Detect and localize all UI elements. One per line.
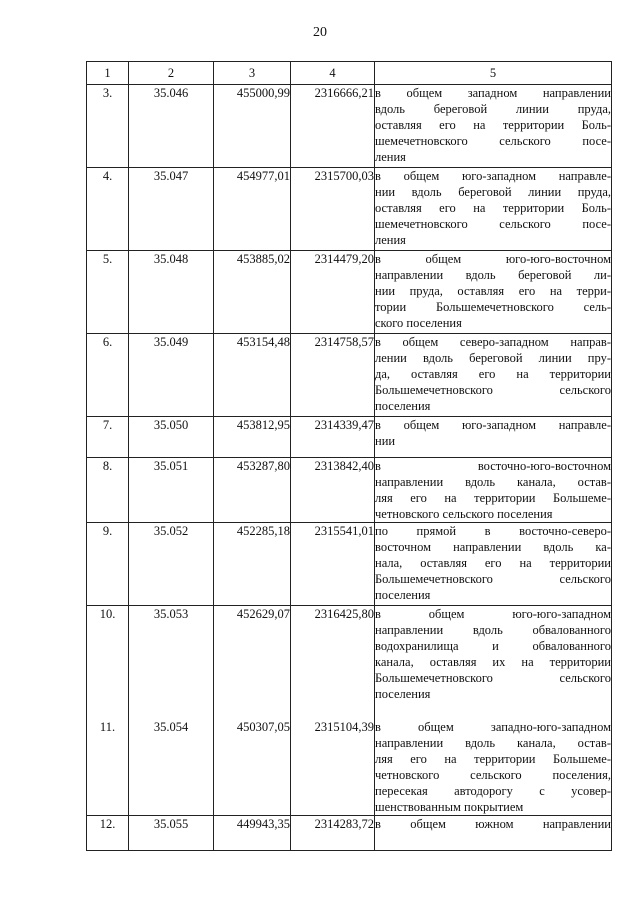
row-number-cell: 3. [87,85,129,168]
description-line: шенствованным покрытием [375,799,524,814]
description-cell [375,815,612,850]
coordinate-x-cell: 452629,07 [214,606,291,705]
description-line: ляя его на территории Большеме- [375,751,611,766]
description-line: поселения [375,588,431,602]
description-line: нии вдоль береговой линии пруда, [375,185,611,199]
row-number-cell: 7. [87,417,129,458]
description-line: шемечетновского сельского посе- [375,217,611,231]
point-code-cell: 35.050 [129,417,214,458]
coordinate-x-cell: 455000,99 [214,85,291,168]
description-cell [375,417,612,458]
description-cell [375,523,612,606]
coordinate-y-cell: 2316666,21 [291,85,375,168]
description-cell [375,251,612,334]
coordinate-y-cell: 2314479,20 [291,251,375,334]
description-line: шемечетновского сельского посе- [375,134,611,148]
description-line: четновского сельского поселения, [375,767,611,782]
column-header-point: 2 [129,62,214,85]
boundary-coordinates-table [86,61,612,851]
description-line: в общем юго-юго-западном [375,607,611,621]
description-line: нии [375,434,396,448]
coordinate-y-cell: 2315541,01 [291,523,375,606]
row-number-cell: 12. [87,815,129,850]
description-line: нии пруда, оставляя его на терри- [375,284,611,298]
description-line: в общем западно-юго-западном [375,719,611,734]
description-line: четновского сельского поселения [375,507,553,521]
table-row [87,168,612,251]
description-cell [375,458,612,523]
description-line: поселения [375,399,431,413]
description-line: по прямой в восточно-северо- [375,524,611,538]
description-line: водохранилища и обвалованного [375,639,611,653]
description-cell [375,606,612,705]
description-cell [375,168,612,251]
column-header-description: 5 [375,62,612,85]
description-line: Большемечетновского сельского [375,383,611,397]
row-number-cell: 11. [87,705,129,816]
table-body [87,85,612,851]
coordinate-x-cell: 449943,35 [214,815,291,850]
description-line: восточном направлении вдоль ка- [375,540,611,554]
description-line: оставляя его на территории Боль- [375,118,611,132]
description-line: пересекая автодорогу с усовер- [375,783,611,798]
point-code-cell: 35.049 [129,334,214,417]
coordinate-x-cell: 450307,05 [214,705,291,816]
description-line: в общем северо-западном направ- [375,335,611,349]
description-line: тории Большемечетновского сель- [375,300,611,314]
coordinate-y-cell: 2314339,47 [291,417,375,458]
description-line: Большемечетновского сельского [375,671,611,685]
table-header-row [87,62,612,85]
coordinate-y-cell: 2316425,80 [291,606,375,705]
row-number-cell: 4. [87,168,129,251]
coordinate-x-cell: 453812,95 [214,417,291,458]
coordinate-x-cell: 453154,48 [214,334,291,417]
description-line: направлении вдоль обвалованного [375,623,611,637]
description-line: направлении вдоль канала, остав- [375,475,611,489]
description-line: в восточно-юго-восточном [375,459,611,473]
point-code-cell: 35.052 [129,523,214,606]
table-row [87,523,612,606]
table-row [87,85,612,168]
row-number-cell: 10. [87,606,129,705]
coordinate-y-cell: 2314283,72 [291,815,375,850]
description-line: Большемечетновского сельского [375,572,611,586]
coordinate-x-cell: 453287,80 [214,458,291,523]
table-row [87,458,612,523]
description-cell [375,334,612,417]
description-line: поселения [375,687,431,701]
coordinate-x-cell: 454977,01 [214,168,291,251]
description-line: лении вдоль береговой линии пру- [375,351,611,365]
description-line: ляя его на территории Большеме- [375,491,611,505]
table-row [87,815,612,850]
coordinate-x-cell: 452285,18 [214,523,291,606]
description-line: ления [375,233,406,247]
description-cell [375,85,612,168]
description-line: оставляя его на территории Боль- [375,201,611,215]
row-number-cell: 6. [87,334,129,417]
row-number-cell: 8. [87,458,129,523]
description-line: в общем юго-западном направле- [375,169,611,183]
description-line: в общем западном направлении [375,86,611,100]
coordinate-y-cell: 2315104,39 [291,705,375,816]
point-code-cell: 35.053 [129,606,214,705]
point-code-cell: 35.047 [129,168,214,251]
table-row [87,334,612,417]
point-code-cell: 35.048 [129,251,214,334]
description-line: ского поселения [375,316,462,330]
description-line: нала, оставляя его на территории [375,556,611,570]
table-row [87,417,612,458]
point-code-cell: 35.054 [129,705,214,816]
page-number: 20 [313,25,327,40]
row-number-cell: 9. [87,523,129,606]
point-code-cell: 35.046 [129,85,214,168]
coordinate-y-cell: 2315700,03 [291,168,375,251]
description-line: в общем юго-юго-восточном [375,252,611,266]
description-line: направлении вдоль береговой ли- [375,268,611,282]
table-row [87,705,612,816]
description-line: направлении вдоль канала, остав- [375,735,611,750]
table-row [87,251,612,334]
description-line: в общем южном направлении [375,816,611,831]
point-code-cell: 35.055 [129,815,214,850]
description-line: в общем юго-западном направле- [375,418,611,432]
description-line: вдоль береговой линии пруда, [375,102,611,116]
point-code-cell: 35.051 [129,458,214,523]
description-cell [375,705,612,816]
coordinate-y-cell: 2313842,40 [291,458,375,523]
table-row [87,606,612,705]
description-line: да, оставляя его на территории [375,367,611,381]
column-header-number: 1 [87,62,129,85]
coordinate-y-cell: 2314758,57 [291,334,375,417]
row-number-cell: 5. [87,251,129,334]
coordinate-x-cell: 453885,02 [214,251,291,334]
description-line: ления [375,150,406,164]
description-line: канала, оставляя их на территории [375,655,611,669]
column-header-y: 4 [291,62,375,85]
column-header-x: 3 [214,62,291,85]
